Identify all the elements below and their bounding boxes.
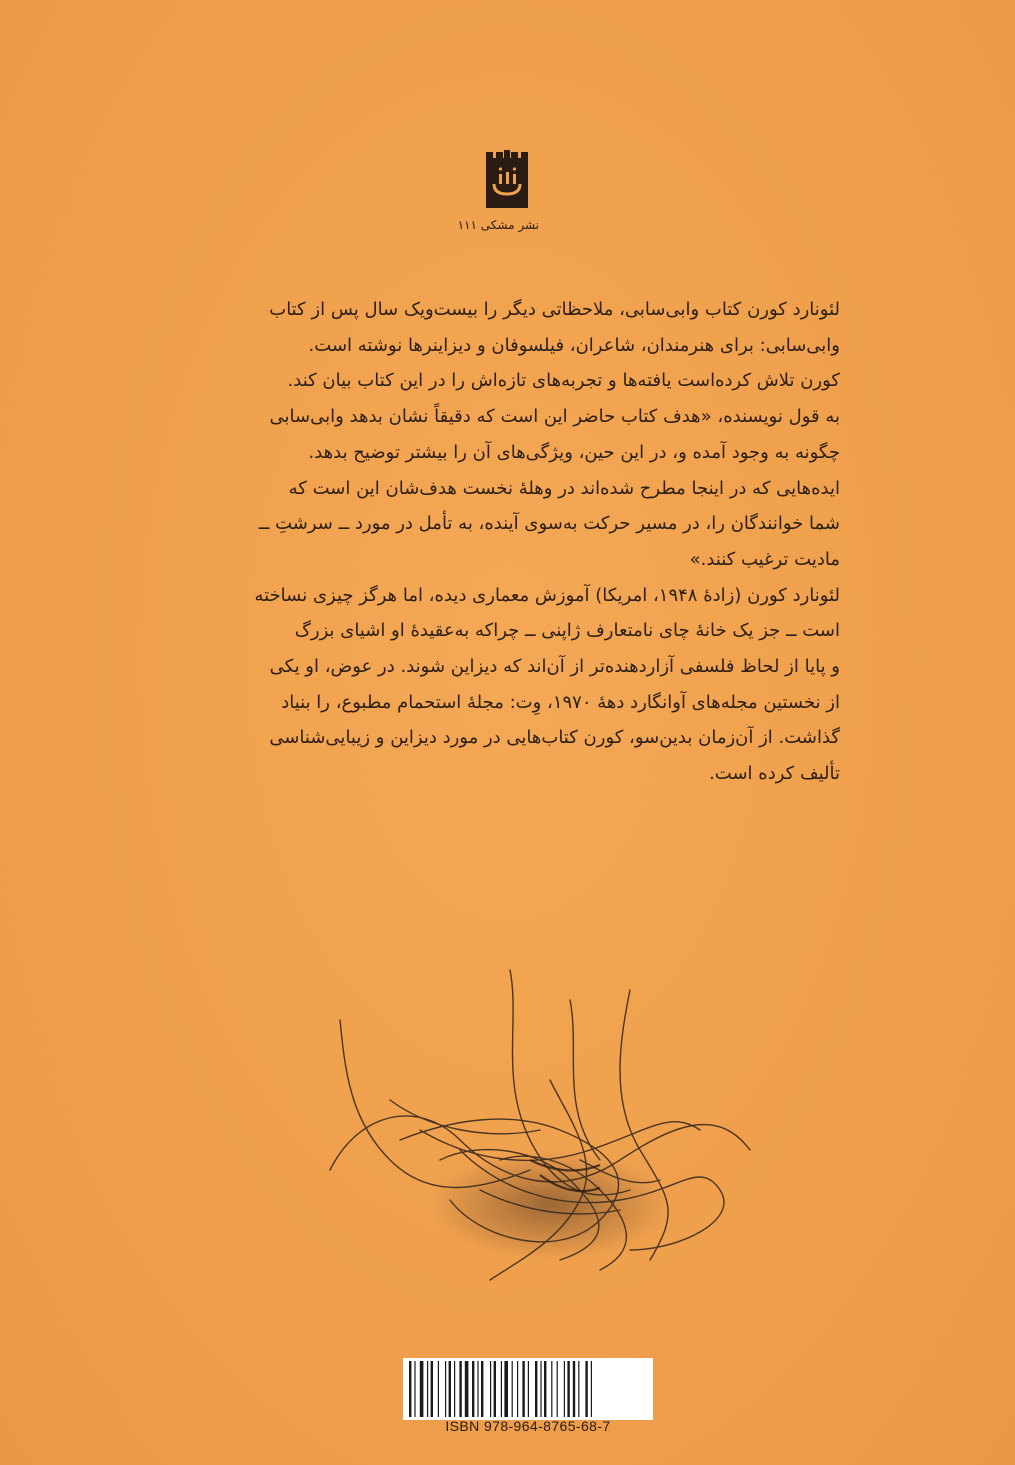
blurb-text: [178, 292, 840, 792]
barcode-bar: [578, 1361, 579, 1417]
barcode-bar: [591, 1361, 592, 1417]
text-line: لئونارد کورن (زادهٔ ۱۹۴۸، امریکا) آموزش معماری دیده، اما هرگز چیزی نساخته: [254, 584, 840, 606]
text-line: و پایا از لحاظ فلسفی آزاردهنده‌تر از آن‌اند که دیزاین شوند. در عوض، او یکی: [269, 656, 840, 678]
text-line: وابی‌سابی: برای هنرمندان، شاعران، فیلسوفان و دیزاینرها نوشته است.: [308, 334, 840, 356]
isbn-number: ISBN 978-964-8765-68-7: [445, 1418, 611, 1434]
tangled-fibers-illustration: [300, 960, 780, 1300]
text-line: به قول نویسنده، «هدف کتاب حاضر این است که دقیقاً نشان بدهد وابی‌سابی: [269, 406, 840, 428]
barcode-bar: [557, 1361, 558, 1417]
barcode-bar: [454, 1361, 455, 1417]
barcode-bar: [528, 1361, 529, 1417]
barcode-bar: [517, 1361, 518, 1417]
barcode-bar: [522, 1361, 524, 1417]
barcode-bar: [414, 1361, 415, 1417]
barcode-bar: [459, 1361, 461, 1417]
barcode-bar: [472, 1361, 474, 1417]
text-line: شما خوانندگان را، در مسیر حرکت به‌سوی آینده، به تأمل در مورد ــ سرشتِ ــ: [258, 513, 840, 535]
barcode-bar: [512, 1361, 513, 1417]
barcode-bar: [551, 1361, 552, 1417]
barcode-bar: [567, 1361, 569, 1417]
barcode-bar: [501, 1361, 502, 1417]
barcode-bar: [420, 1361, 424, 1417]
barcode-bar: [427, 1361, 428, 1417]
publisher-logo-icon: [480, 150, 534, 210]
text-line: از نخستین مجله‌های آوانگارد دههٔ ۱۹۷۰، وِت: مجلهٔ استحمام مطبوع، را بنیاد: [281, 691, 840, 713]
barcode-bar: [445, 1361, 446, 1417]
barcode-bar: [431, 1361, 433, 1417]
text-line: است ــ جز یک خانهٔ چای نامتعارف ژاپنی ــ چراکه به‌عقیدهٔ او اشیای بزرگ: [294, 620, 840, 642]
barcode-bar: [535, 1361, 537, 1417]
text-line: مادیت ترغیب کنند.»: [689, 548, 840, 570]
barcode-bar: [544, 1361, 546, 1417]
publisher-name: نشر مشکی ۱۱۱: [457, 218, 539, 232]
text-line: کورن تلاش کرده‌است یافته‌ها و تجربه‌های تازه‌اش را در این کتاب بیان کند.: [287, 370, 840, 392]
text-line: چگونه به وجود آمده و، در این حین، ویژگی‌های آن را بیشتر توضیح بدهد.: [308, 441, 840, 463]
barcode-bar: [449, 1361, 451, 1417]
barcode-bar: [504, 1361, 508, 1417]
barcode-bar: [465, 1361, 469, 1417]
text-line: تألیف کرده است.: [709, 763, 840, 785]
text-line: لئونارد کورن کتاب وابی‌سابی، ملاحظاتی دیگر را بیست‌ویک سال پس از کتاب: [269, 299, 840, 320]
barcode-bar: [490, 1361, 491, 1417]
barcode-block: [403, 1358, 653, 1438]
barcode-bar: [477, 1361, 478, 1417]
barcode-bar: [564, 1361, 565, 1417]
text-line: ایده‌هایی که در اینجا مطرح شده‌اند در وهلهٔ نخست هدف‌شان این است که: [288, 477, 840, 499]
barcode-bar: [585, 1361, 587, 1417]
barcode: [403, 1358, 653, 1420]
barcode-bar: [409, 1361, 411, 1417]
publisher-logo: [457, 150, 539, 232]
barcode-bar: [438, 1361, 439, 1417]
barcode-bar: [481, 1361, 483, 1417]
barcode-bar: [494, 1361, 496, 1417]
text-line: گذاشت. از آن‌زمان بدین‌سو، کورن کتاب‌هایی در مورد دیزاین و زیبایی‌شناسی: [269, 727, 840, 749]
barcode-bar: [540, 1361, 541, 1417]
barcode-bar: [573, 1361, 575, 1417]
